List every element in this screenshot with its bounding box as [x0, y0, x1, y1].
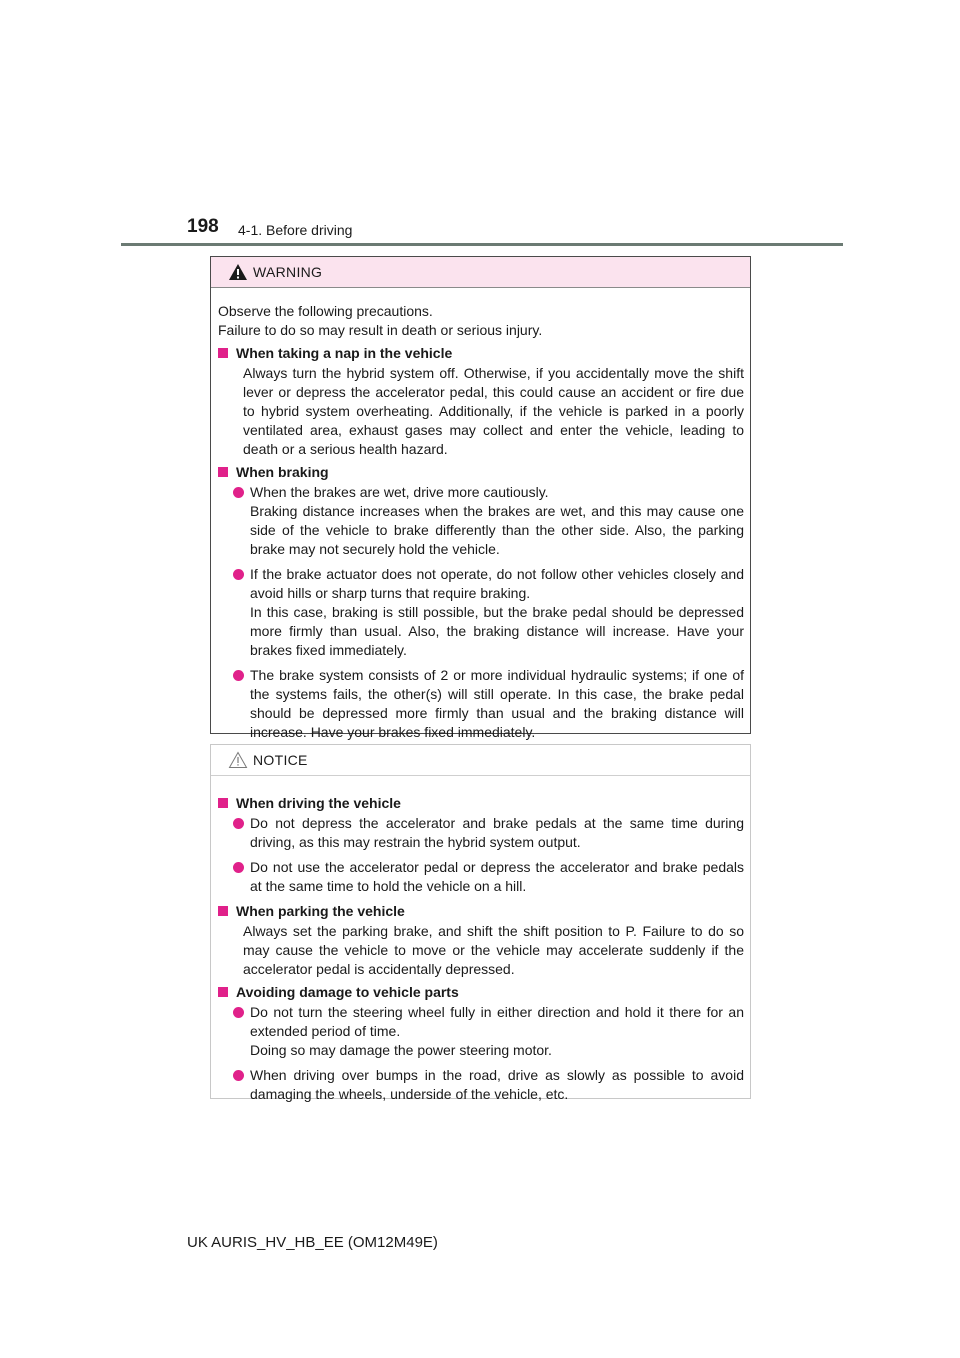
- list-item: [218, 666, 744, 742]
- bullet-text: When driving over bumps in the road, drive as slowly as possible to avoid damaging the wheels, underside of the vehicle, etc.: [250, 1067, 744, 1102]
- square-bullet-icon: [218, 798, 228, 808]
- circle-bullet-icon: [233, 862, 244, 873]
- warning-triangle-icon: [228, 263, 248, 281]
- warning-label: WARNING: [253, 264, 323, 280]
- notice-topic-driving: [218, 794, 744, 896]
- caution-triangle-icon: [228, 751, 248, 769]
- notice-box: [210, 744, 751, 1102]
- circle-bullet-icon: [233, 1007, 244, 1018]
- notice-body: [211, 776, 750, 1104]
- notice-topic-parking: [218, 902, 744, 979]
- circle-bullet-icon: [233, 670, 244, 681]
- list-item: [218, 1066, 744, 1104]
- bullet-text: When the brakes are wet, drive more cautiously.: [250, 484, 549, 500]
- topic-title-text: When taking a nap in the vehicle: [236, 345, 453, 361]
- topic-title: [218, 983, 744, 1002]
- warning-body: [211, 288, 750, 742]
- warning-intro-line: Observe the following precautions.: [218, 303, 433, 319]
- warning-header: [211, 257, 750, 288]
- bullet-text: If the brake actuator does not operate, do not follow other vehicles closely and avoid hills or sharp turns that require braking.: [250, 566, 744, 601]
- bullet-list: [218, 814, 744, 896]
- topic-text: Always set the parking brake, and shift the shift position to P. Failure to do so may cause the vehicle to move or the vehicle may accelerate suddenly if the accelerator pedal is accidentally depressed.: [243, 923, 744, 977]
- square-bullet-icon: [218, 348, 228, 358]
- list-item: [218, 483, 744, 559]
- topic-title-text: Avoiding damage to vehicle parts: [236, 984, 459, 1000]
- section-title: 4-1. Before driving: [238, 222, 353, 238]
- bullet-text: Braking distance increases when the brakes are wet, and this may cause one side of the vehicle to brake differently than the other side. Also, the parking brake may not securely hold the vehicle.: [250, 503, 744, 557]
- topic-title-text: When braking: [236, 464, 329, 480]
- notice-header: [211, 745, 750, 776]
- warning-topic-nap: [218, 344, 744, 459]
- topic-title: [218, 463, 744, 482]
- bullet-text: In this case, braking is still possible, but the brake pedal should be depressed more firmly than usual. Also, the braking distance will increase. Have your brakes fixed immediately.: [250, 604, 744, 658]
- circle-bullet-icon: [233, 1070, 244, 1081]
- bullet-text: Doing so may damage the power steering motor.: [250, 1042, 552, 1058]
- warning-box: [210, 256, 751, 740]
- circle-bullet-icon: [233, 818, 244, 829]
- topic-title: [218, 794, 744, 813]
- square-bullet-icon: [218, 906, 228, 916]
- page-number: 198: [187, 216, 219, 237]
- bullet-list: [218, 483, 744, 742]
- header-rule: [121, 243, 843, 246]
- topic-title-text: When parking the vehicle: [236, 903, 405, 919]
- topic-title: [218, 902, 744, 921]
- warning-topic-braking: [218, 463, 744, 742]
- square-bullet-icon: [218, 987, 228, 997]
- topic-title-text: When driving the vehicle: [236, 795, 401, 811]
- topic-text: Always turn the hybrid system off. Otherwise, if you accidentally move the shift lever or depress the accelerator pedal, this could cause an accident or fire due to hybrid system overheating. Additionally, if the vehicle is parked in a poorly ventilated area, exhaust gases may collect and enter the vehicle, leading to death or a serious health hazard.: [243, 365, 744, 457]
- circle-bullet-icon: [233, 569, 244, 580]
- model-code: UK AURIS_HV_HB_EE (OM12M49E): [187, 1234, 438, 1251]
- topic-title: [218, 344, 744, 363]
- bullet-text: The brake system consists of 2 or more individual hydraulic systems; if one of the systems fails, the other(s) will still operate. In this case, the brake pedal should be depressed more firmly than usual and the braking distance will increase. Have your brakes fixed immediately.: [250, 667, 744, 740]
- notice-label: NOTICE: [253, 752, 308, 768]
- warning-intro: [218, 302, 744, 340]
- list-item: [218, 565, 744, 660]
- bullet-text: Do not depress the accelerator and brake pedals at the same time during driving, as this may restrain the hybrid system output.: [250, 815, 744, 850]
- bullet-text: Do not turn the steering wheel fully in either direction and hold it there for an extended period of time.: [250, 1004, 744, 1039]
- bullet-list: [218, 1003, 744, 1104]
- notice-topic-damage: [218, 983, 744, 1104]
- list-item: [218, 814, 744, 852]
- circle-bullet-icon: [233, 487, 244, 498]
- square-bullet-icon: [218, 467, 228, 477]
- list-item: [218, 858, 744, 896]
- warning-intro-line: Failure to do so may result in death or serious injury.: [218, 322, 543, 338]
- bullet-text: Do not use the accelerator pedal or depress the accelerator and brake pedals at the same time to hold the vehicle on a hill.: [250, 859, 744, 894]
- list-item: [218, 1003, 744, 1060]
